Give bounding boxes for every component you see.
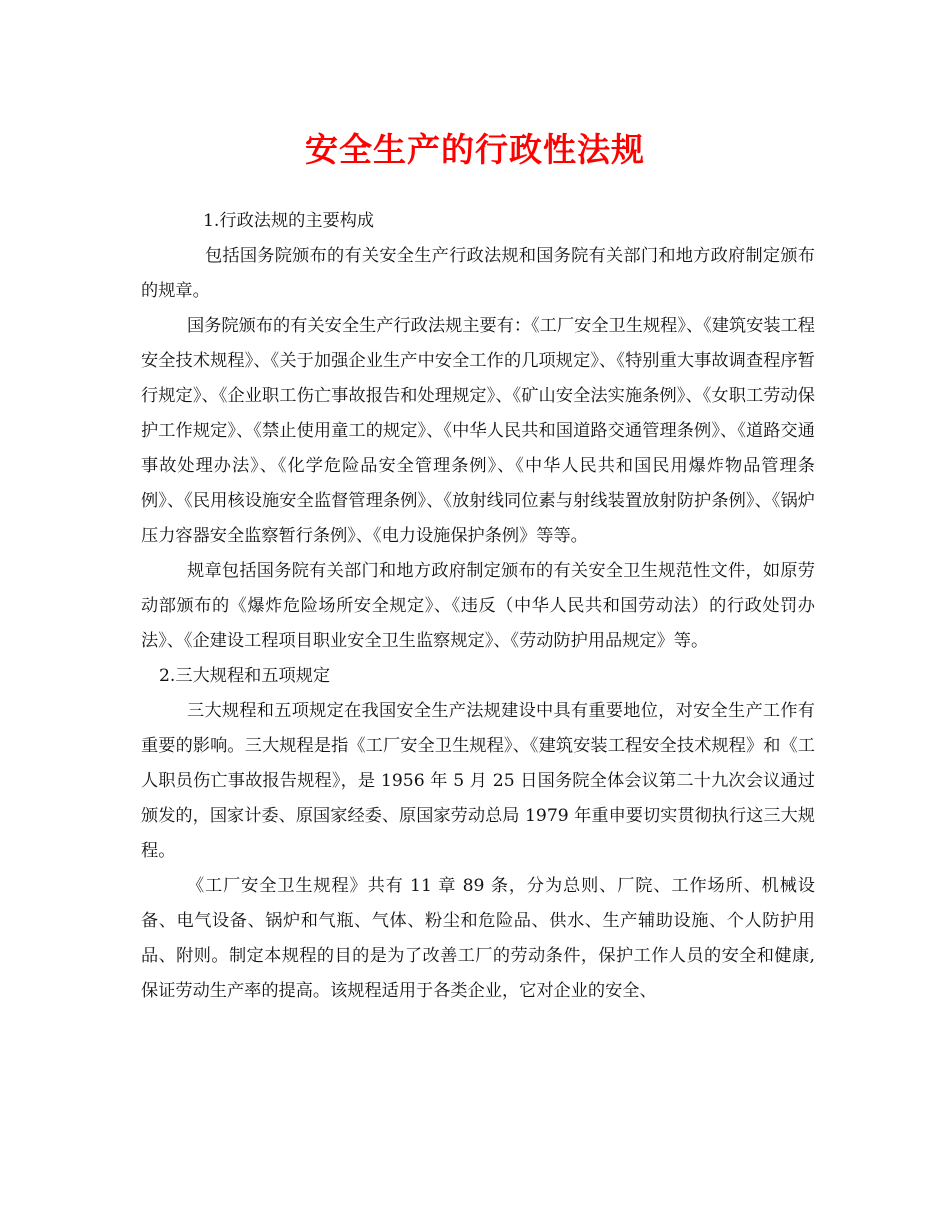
paragraph: 《工厂安全卫生规程》共有 11 章 89 条，分为总则、厂院、工作场所、机械设备、电气设备、锅炉和气瓶、气体、粉尘和危险品、供水、生产辅助设施、个人防护用品、附则。制定本规程的目的是为了改善工厂的劳动条件，保护工作人员的安全和健康,保证劳动生产率的提高。该规程适用于各类企业，它对企业的安全、 [141,876,815,1001]
document-body [141,204,815,1009]
section-heading-1: 1.行政法规的主要构成 [203,211,375,231]
paragraph: 国务院颁布的有关安全生产行政法规主要有：《工厂安全卫生规程》、《建筑安装工程安全技术规程》、《关于加强企业生产中安全工作的几项规定》、《特别重大事故调查程序暂行规定》、《企业职工伤亡事故报告和处理规定》、《矿山安全法实施条例》、《女职工劳动保护工作规定》、《禁止使用童工的规定》、《中华人民共和国道路交通管理条例》、《道路交通事故处理办法》、《化学危险品安全管理条例》、《中华人民共和国民用爆炸物品管理条例》、《民用核设施安全监督管理条例》、《放射线同位素与射线装置放射防护条例》、《锅炉压力容器安全监察暂行条例》、《电力设施保护条例》等等。 [141,316,815,546]
paragraph: 三大规程和五项规定在我国安全生产法规建设中具有重要地位，对安全生产工作有重要的影响。三大规程是指《工厂安全卫生规程》、《建筑安装工程安全技术规程》和《工人职员伤亡事故报告规程》，是 1956 年 5 月 25 日国务院全体会议第二十九次会议通过颁发的，国家计委、原国家经委、原国家劳动总局 1979 年重申要切实贯彻执行这三大规程。 [141,701,815,861]
paragraph: 规章包括国务院有关部门和地方政府制定颁布的有关安全卫生规范性文件，如原劳动部颁布的《爆炸危险场所安全规定》、《违反（中华人民共和国劳动法）的行政处罚办法》、《企建设工程项目职业安全卫生监察规定》、《劳动防护用品规定》等。 [141,561,815,651]
section-heading-2: 2.三大规程和五项规定 [159,666,331,686]
document-title: 安全生产的行政性法规 [305,130,645,169]
paragraph: 包括国务院颁布的有关安全生产行政法规和国务院有关部门和地方政府制定颁布的规章。 [141,246,815,301]
